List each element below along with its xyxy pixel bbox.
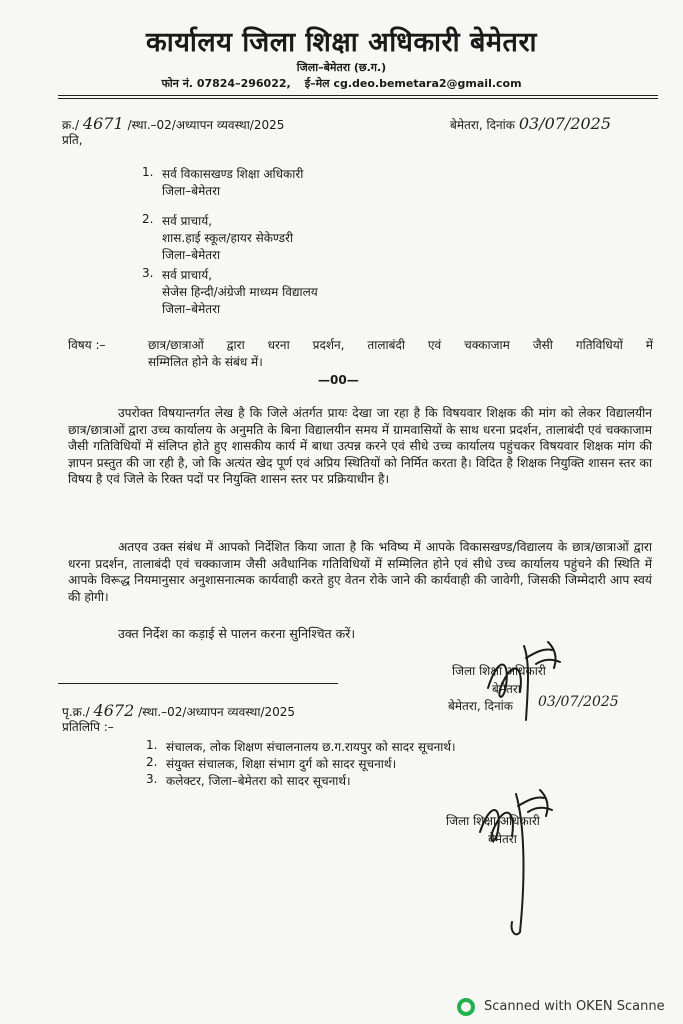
email-address: ई–मेल cg.deo.bemetara2@gmail.com <box>304 77 522 90</box>
recipient-line: सेजेस हिन्दी/अंग्रेजी माध्यम विद्यालय <box>162 285 318 299</box>
section-divider <box>58 683 338 684</box>
cc-num: 2. <box>146 755 158 769</box>
cc-item: कलेक्टर, जिला–बेमेतरा को सादर सूचनार्थ। <box>166 774 351 788</box>
letter-number: 4671 <box>82 114 124 133</box>
letter-reference: क्र./ 4671 /स्था.–02/अध्यापन व्यवस्था/2025 <box>62 114 285 133</box>
signature-icon <box>464 782 574 942</box>
recipient-num: 1. <box>142 165 154 179</box>
signatory-place: बेमेतरा <box>488 832 517 846</box>
recipient-line: जिला–बेमेतरा <box>162 302 221 316</box>
signatory-place: बेमेतरा <box>492 682 521 696</box>
subject-separator: —00— <box>318 373 359 387</box>
phone-number: फोन नं. 07824–296022, <box>161 77 291 90</box>
cc-num: 3. <box>146 772 158 786</box>
office-contact <box>0 76 683 91</box>
recipient-num: 3. <box>142 266 154 280</box>
scanner-watermark: Scanned with OKEN Scanne <box>484 999 665 1014</box>
recipient-line: सर्व प्राचार्य, <box>162 214 213 228</box>
body-paragraph-1: उपरोक्त विषयान्तर्गत लेख है कि जिले अंतर्गत प्रायः देखा जा रहा है कि विषयवार शिक्षक की मांग को लेकर विद्यालयीन छात्र/छात्राओं द्वारा उच्च कार्यालय के अनुमति के बिना विद्यालयीन समय में ग्रामवासियों के साथ धरना प्रदर्शन, तालाबंदी एवं चक्काजाम जैसी गतिविधियों में संलिप्त होते हुए शासकीय कार्य में बाधा उत्पन्न करने एवं सीधे उच्च कार्यालय पहुंचकर विषयवार शिक्षक मांग की ज्ञापन प्रस्तुत की जा रही है, जो कि अत्यंत खेद पूर्ण एवं अप्रिय स्थितियों को निर्मित करता है। विदित है शिक्षक नियुक्ति शासन स्तर का विषय है एवं जिले के रिक्त पदों पर नियुक्ति शासन स्तर पर प्रक्रियाधीन है। <box>68 406 652 487</box>
header-divider <box>58 95 658 96</box>
to-label: प्रति, <box>62 133 83 147</box>
body-paragraph-2: अतएव उक्त संबंध में आपको निर्देशित किया जाता है कि भविष्य में आपके विकासखण्ड/विद्यालय के छात्र/छात्राओं द्वारा धरना प्रदर्शन, तालाबंदी एवं चक्काजाम जैसी अवैधानिक गतिविधियों में सम्मिलित होने एवं सीधे उच्च कार्यालय पहुंचने की स्थिति में आपके विरूद्ध नियमानुसार अनुशासनात्मक कार्यवाही करते हुए वेतन रोके जाने की कार्यवाही की जावेगी, जिसकी जिम्मेदारी आप स्वयं की होगी। <box>68 540 652 604</box>
copy-reference: पृ.क्र./ 4672 /स्था.–02/अध्यापन व्यवस्था/2025 <box>62 701 296 720</box>
signatory-title: जिला शिक्षा अधिकारी <box>452 664 546 678</box>
recipient-line: जिला–बेमेतरा <box>162 248 221 262</box>
copy-number: 4672 <box>93 701 135 720</box>
subject-label: विषय :– <box>68 338 106 352</box>
signatory-date-label: बेमेतरा, दिनांक <box>448 699 513 713</box>
signatory-title: जिला शिक्षा अधिकारी <box>446 814 540 828</box>
recipient-line: शास.हाई स्कूल/हायर सेकेण्डरी <box>162 231 294 245</box>
cc-item: संयुक्त संचालक, शिक्षा संभाग दुर्ग को सादर सूचनार्थ। <box>166 757 397 771</box>
recipient-num: 2. <box>142 212 154 226</box>
subject-line: छात्र/छात्राओं द्वारा धरना प्रदर्शन, तालाबंदी एवं चक्काजाम जैसी गतिविधियों में <box>148 338 653 352</box>
date-handwritten: 03/07/2025 <box>518 114 612 133</box>
cc-item: संचालक, लोक शिक्षण संचालनालय छ.ग.रायपुर को सादर सूचनार्थ। <box>166 740 456 754</box>
cc-num: 1. <box>146 738 158 752</box>
signature-date: 03/07/2025 <box>538 694 619 710</box>
cc-label: प्रतिलिपि :– <box>62 720 114 734</box>
scanner-logo-icon <box>457 998 475 1016</box>
office-title: कार्यालय जिला शिक्षा अधिकारी बेमेतरा <box>146 27 537 58</box>
recipient-line: सर्व प्राचार्य, <box>162 268 213 282</box>
recipient-line: सर्व विकासखण्ड शिक्षा अधिकारी <box>162 167 304 181</box>
recipient-line: जिला–बेमेतरा <box>162 184 221 198</box>
subject-line: सम्मिलित होने के संबंध में। <box>148 355 263 369</box>
office-district: जिला–बेमेतरा (छ.ग.) <box>296 61 387 74</box>
letter-date: बेमेतरा, दिनांक 03/07/2025 <box>450 114 612 133</box>
body-paragraph-3: उक्त निर्देश का कड़ाई से पालन करना सुनिश्चित करें। <box>118 626 356 641</box>
header-divider-2 <box>58 98 658 99</box>
